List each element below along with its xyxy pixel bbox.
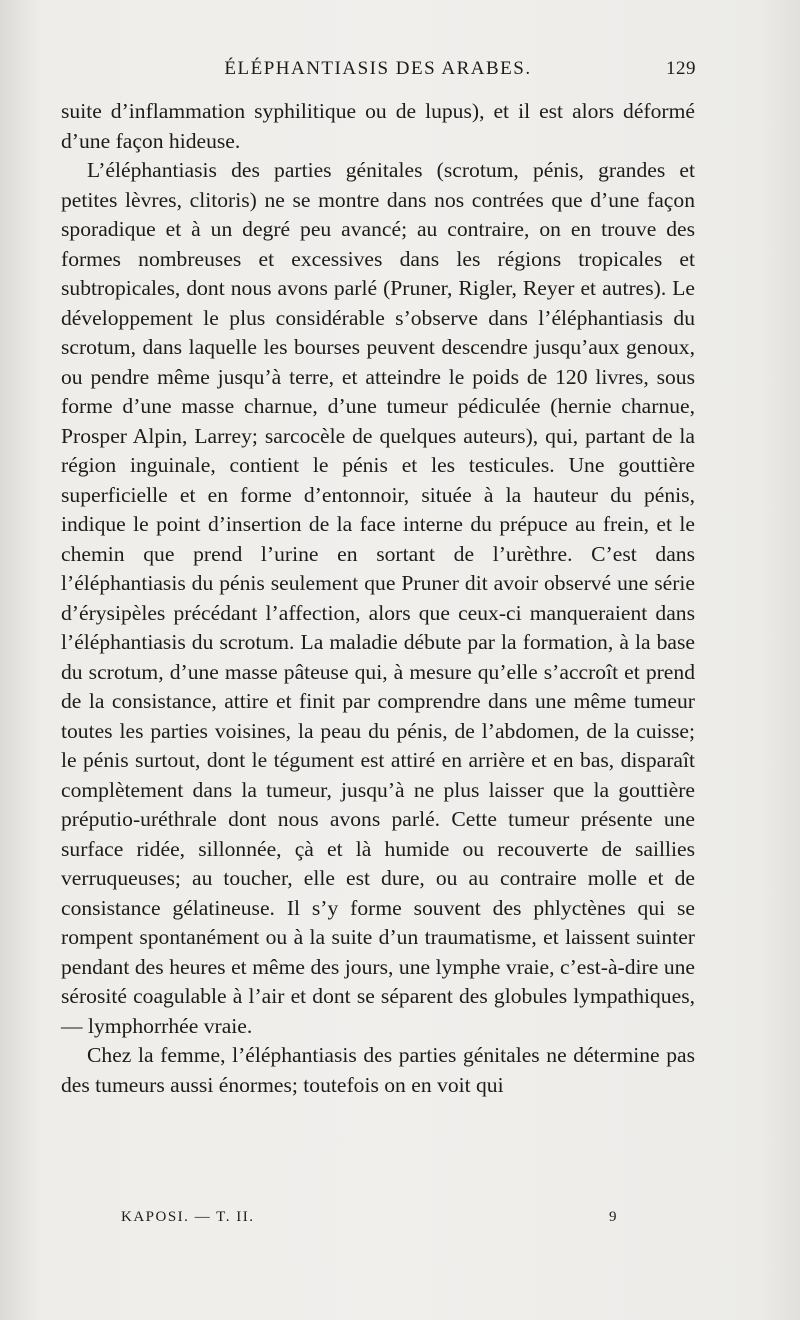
- sheet-number: 9: [609, 1209, 618, 1225]
- body-text: [61, 97, 695, 1100]
- running-title: ÉLÉPHANTIASIS DES ARABES.: [224, 58, 532, 79]
- paragraph-genital-elephantiasis: L’éléphantiasis des parties génitales (scrotum, pénis, grandes et petites lèvres, clitoris) ne se montre dans nos contrées que d’une façon sporadique et à un degré peu avancé; au contraire, on en trouve des formes nombreuses et excessives dans les régions tropicales et subtropicales, dont nous avons parlé (Pruner, Rigler, Reyer et autres). Le développement le plus considérable s’observe dans l’éléphantiasis du scrotum, dans laquelle les bourses peuvent descendre jusqu’aux genoux, ou pendre même jusqu’à terre, et atteindre le poids de 120 livres, sous forme d’une masse charnue, d’une tumeur pédiculée (hernie charnue, Prosper Alpin, Larrey; sarcocèle de quelques auteurs), qui, partant de la région inguinale, contient le pénis et les testicules. Une gouttière superficielle et en forme d’entonnoir, située à la hauteur du pénis, indique le point d’insertion de la face interne du prépuce au frein, et le chemin que prend l’urine en sortant de l’urèthre. C’est dans l’éléphantiasis du pénis seulement que Pruner dit avoir observé une série d’érysipèles précédant l’affection, alors que ceux-ci manqueraient dans l’éléphantiasis du scrotum. La maladie débute par la formation, à la base du scrotum, d’une masse pâteuse qui, à mesure qu’elle s’accroît et prend de la consistance, attire et finit par comprendre dans une même tumeur toutes les parties voisines, la peau du pénis, de l’abdomen, de la cuisse; le pénis surtout, dont le tégument est attiré en arrière et en bas, disparaît complètement dans la tumeur, jusqu’à ne plus laisser que la gouttière préputio-uréthrale dont nous avons parlé. Cette tumeur présente une surface ridée, sillonnée, çà et là humide ou recouverte de saillies verruqueuses; au toucher, elle est dure, ou au contraire molle et de consistance gélatineuse. Il s’y forme souvent des phlyctènes qui se rompent spontanément ou à la suite d’un traumatisme, et laissent suinter pendant des heures et même des jours, une lymphe vraie, c’est-à-dire une sérosité coagulable à l’air et dont se séparent des globules lympathiques, — lymphorrhée vraie.: [61, 158, 695, 1038]
- page-header: [60, 58, 696, 88]
- printer-signature: KAPOSI. — T. II.: [121, 1209, 255, 1225]
- paragraph-female: Chez la femme, l’éléphantiasis des parties génitales ne détermine pas des tumeurs aussi énormes; toutefois on en voit qui: [61, 1043, 695, 1097]
- page-footer: [61, 1209, 695, 1233]
- page-number: 129: [666, 58, 696, 79]
- paragraph-continued: suite d’inflammation syphilitique ou de lupus), et il est alors déformé d’une façon hideuse.: [61, 99, 695, 153]
